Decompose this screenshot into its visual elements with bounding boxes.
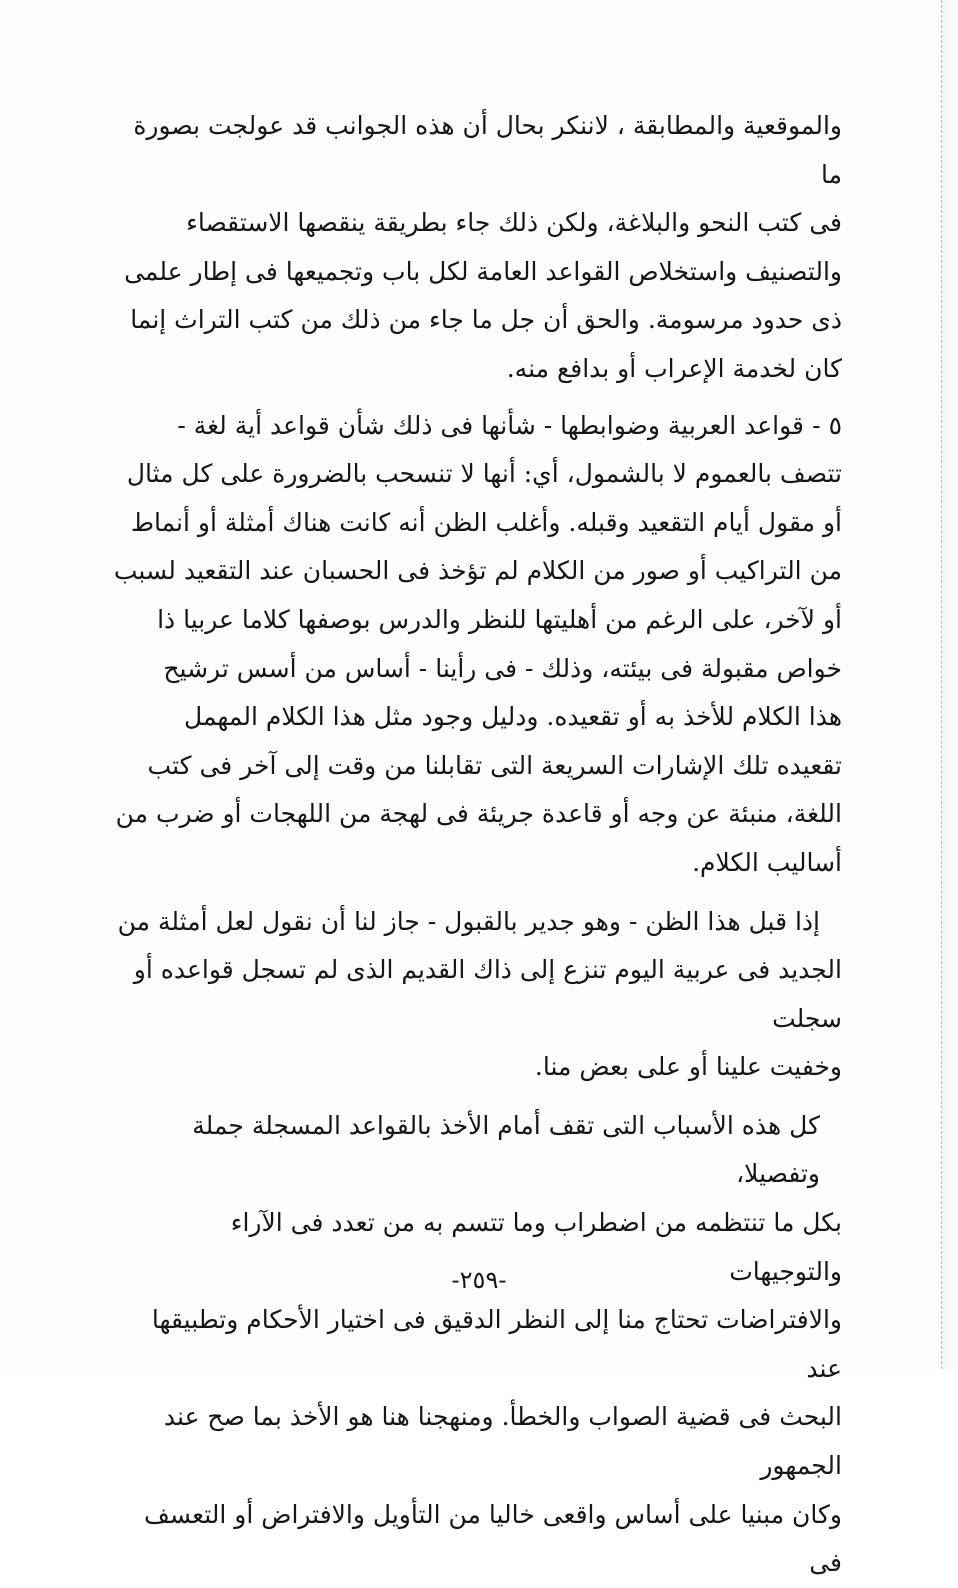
paragraph-1	[112, 102, 842, 394]
text-line: والموقعية والمطابقة ، لاننكر بحال أن هذه الجوانب قد عولجت بصورة ما	[133, 111, 842, 189]
text-line: كل هذه الأسباب التى تقف أمام الأخذ بالقواعد المسجلة جملة وتفصيلا،	[192, 1110, 820, 1189]
paragraph-3	[112, 1102, 842, 1588]
page-body	[112, 102, 842, 1588]
text-line: كان لخدمة الإعراب أو بدافع منه.	[506, 353, 842, 383]
text-line: بكل ما تنتظمه من اضطراب وما تتسم به من تعدد فى الآراء والتوجيهات	[230, 1208, 842, 1286]
text-line: أو مقول أيام التقعيد وقبله. وأغلب الظن أنه كانت هناك أمثلة أو أنماط	[130, 507, 842, 537]
page-number: -٢٥٩-	[451, 1266, 507, 1294]
item-number: ٥ -	[812, 410, 842, 440]
item-text	[112, 402, 842, 888]
text-line: هذا الكلام للأخذ به أو تقعيده. ودليل وجود مثل هذا الكلام المهمل	[184, 702, 842, 732]
text-line: وخفيت علينا أو على بعض منا.	[534, 1052, 842, 1082]
text-line: أساليب الكلام.	[692, 847, 842, 877]
text-line: تقعيده تلك الإشارات السريعة التى تقابلنا من وقت إلى آخر فى كتب	[147, 750, 842, 780]
paragraph-2	[112, 898, 842, 1092]
text-line: إذا قبل هذا الظن - وهو جدير بالقبول - جاز لنا أن نقول لعل أمثلة من	[117, 906, 820, 936]
text-line: والتصنيف واستخلاص القواعد العامة لكل باب وتجميعها فى إطار علمى	[124, 256, 842, 286]
text-line: والافتراضات تحتاج منا إلى النظر الدقيق فى اختيار الأحكام وتطبيقها عند	[151, 1305, 842, 1383]
text-line: اللغة، منبئة عن وجه أو قاعدة جريئة فى لهجة من اللهجات أو ضرب من	[115, 799, 842, 829]
numbered-item-5	[112, 402, 842, 888]
text-line: الجديد فى عربية اليوم تنزع إلى ذاك القديم الذى لم تسجل قواعده أو سجلت	[133, 955, 842, 1033]
text-line: من التراكيب أو صور من الكلام لم تؤخذ فى الحسبان عند التقعيد لسبب	[113, 556, 842, 586]
text-line: فى كتب النحو والبلاغة، ولكن ذلك جاء بطريقة ينقصها الاستقصاء	[186, 208, 842, 238]
scan-edge	[941, 0, 958, 1369]
text-line: أو لآخر، على الرغم من أهليتها للنظر والدرس بوصفها كلاما عربيا ذا	[157, 604, 842, 634]
text-line: خواص مقبولة فى بيئته، وذلك - فى رأينا - أساس من أسس ترشيح	[163, 653, 842, 683]
text-line: وكان مبنيا على أساس واقعى خاليا من التأويل والافتراض أو التعسف فى	[143, 1499, 842, 1578]
text-line: البحث فى قضية الصواب والخطأ. ومنهجنا هنا هو الأخذ بما صح عند الجمهور	[163, 1402, 842, 1481]
text-line: ذى حدود مرسومة. والحق أن جل ما جاء من ذلك من كتب التراث إنما	[130, 305, 842, 335]
text-line: تتصف بالعموم لا بالشمول، أي: أنها لا تنسحب بالضرورة على كل مثال	[126, 459, 842, 489]
text-line: قواعد العربية وضوابطها - شأنها فى ذلك شأن قواعد أية لغة -	[177, 410, 804, 440]
